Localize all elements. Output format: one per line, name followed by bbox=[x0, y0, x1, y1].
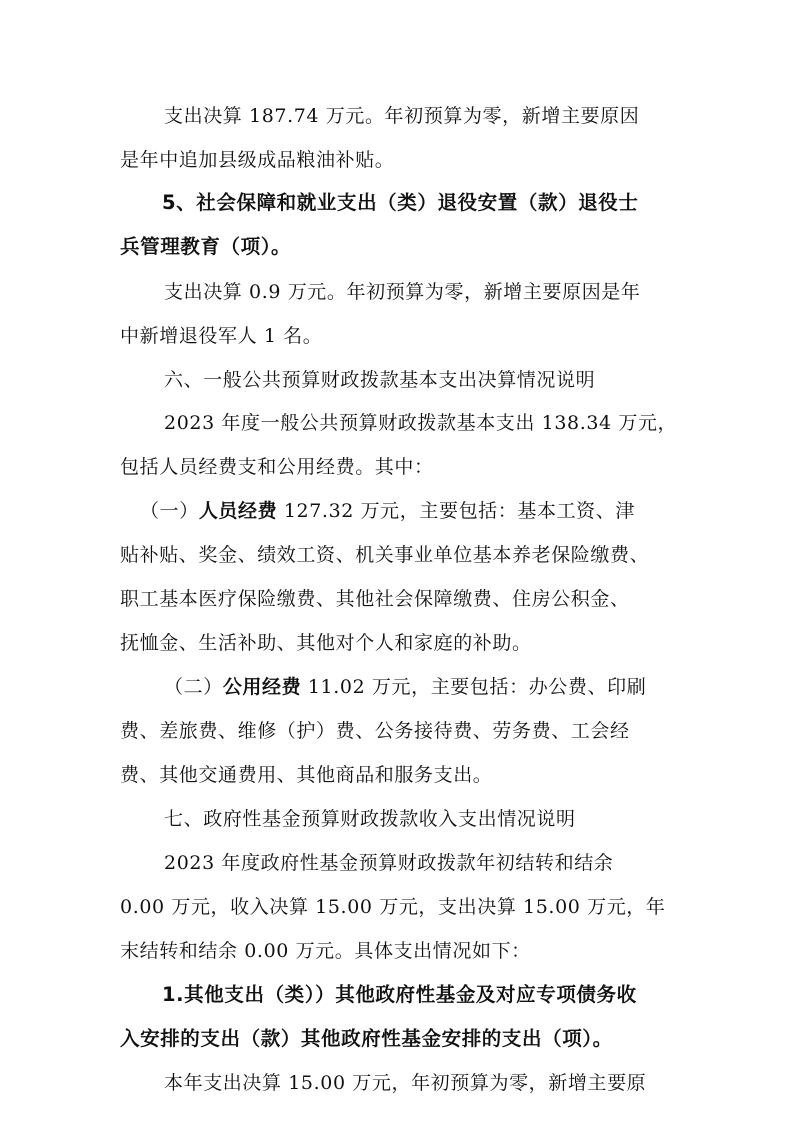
body-text-line: 职工基本医疗保险缴费、其他社会保障缴费、住房公积金、 bbox=[120, 588, 630, 610]
body-text-line: 2023 年度政府性基金预算财政拨款年初结转和结余 bbox=[164, 852, 614, 874]
section-title: 六、一般公共预算财政拨款基本支出决算情况说明 bbox=[164, 369, 596, 391]
body-text-line: 本年支出决算 15.00 万元，年初预算为零，新增主要原 bbox=[164, 1072, 647, 1094]
body-text-line: 抚恤金、生活补助、其他对个人和家庭的补助。 bbox=[120, 632, 532, 654]
body-text-line: 支出决算 187.74 万元。年初预算为零，新增主要原因 bbox=[164, 105, 640, 127]
body-text-line: 末结转和结余 0.00 万元。具体支出情况如下： bbox=[120, 940, 531, 962]
bold-term: 人员经费 bbox=[198, 500, 278, 522]
section-title: 七、政府性基金预算财政拨款收入支出情况说明 bbox=[164, 808, 576, 830]
body-text-line: 支出决算 0.9 万元。年初预算为零，新增主要原因是年 bbox=[164, 281, 641, 303]
body-text-line: 包括人员经费支和公用经费。其中： bbox=[120, 456, 434, 478]
body-text-line: 中新增退役军人 1 名。 bbox=[120, 325, 323, 347]
body-text-line: 费、其他交通费用、其他商品和服务支出。 bbox=[120, 764, 493, 786]
item-prefix: （一） bbox=[140, 500, 199, 522]
item-text: 11.02 万元，主要包括：办公费、印刷 bbox=[301, 676, 647, 698]
body-text-line: 2023 年度一般公共预算财政拨款基本支出 138.34 万元， bbox=[164, 412, 678, 434]
item-text: 127.32 万元，主要包括：基本工资、津 bbox=[277, 500, 635, 522]
body-text-line bbox=[164, 674, 646, 700]
body-text-line bbox=[140, 498, 635, 524]
section-heading-line: 兵管理教育（项）。 bbox=[120, 235, 292, 258]
body-text-line: 费、差旅费、维修（护）费、公务接待费、劳务费、工会经 bbox=[120, 720, 630, 742]
section-heading-line: 5、社会保障和就业支出（类）退役安置（款）退役士 bbox=[162, 191, 639, 214]
body-text-line: 0.00 万元，收入决算 15.00 万元，支出决算 15.00 万元，年 bbox=[120, 896, 666, 918]
bold-term: 公用经费 bbox=[222, 676, 302, 698]
item-prefix: （二） bbox=[164, 676, 223, 698]
body-text-line: 贴补贴、奖金、绩效工资、机关事业单位基本养老保险缴费、 bbox=[120, 544, 650, 566]
section-heading-line: 入安排的支出（款）其他政府性基金安排的支出（项）。 bbox=[120, 1027, 613, 1050]
body-text-line: 是年中追加县级成品粮油补贴。 bbox=[120, 149, 395, 171]
section-heading-line: 1.其他支出（类））其他政府性基金及对应专项债务收 bbox=[162, 983, 637, 1006]
